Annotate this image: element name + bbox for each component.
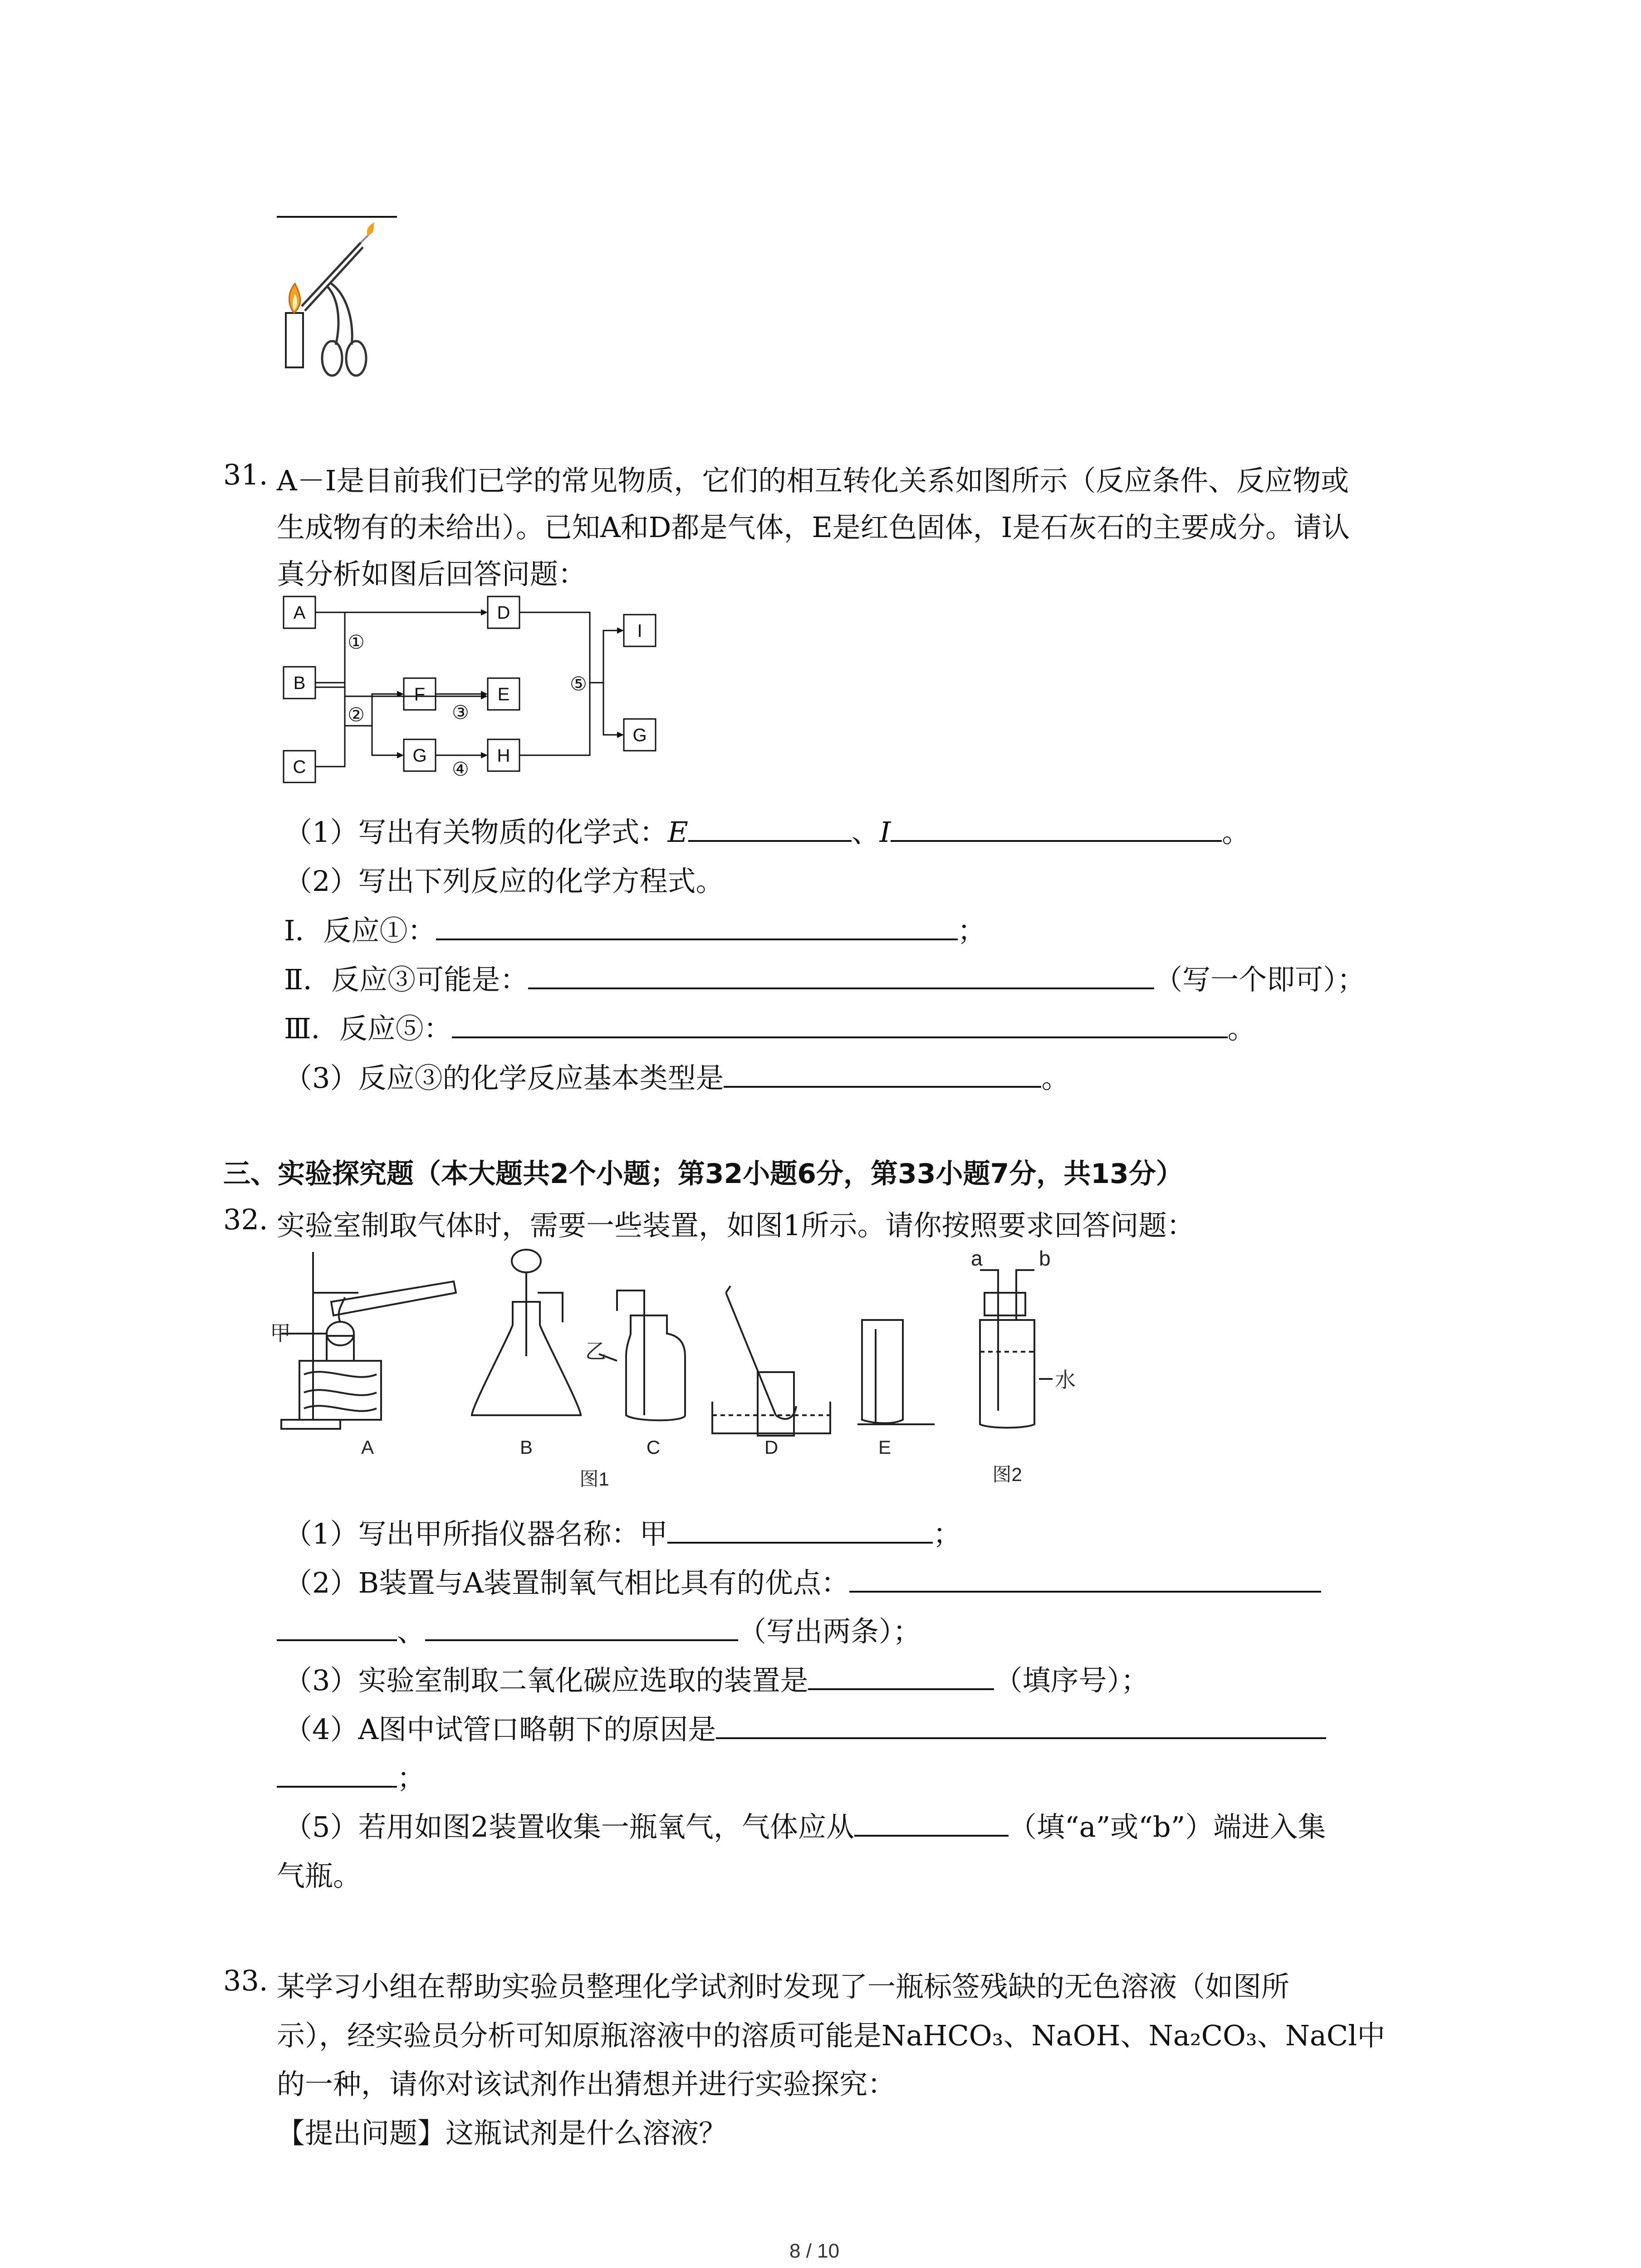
node-label: B bbox=[293, 673, 306, 693]
q33-line3: 的一种，请你对该试剂作出猜想并进行实验探究： bbox=[277, 2068, 896, 2101]
q31-reaction1-end: ； bbox=[957, 914, 986, 947]
apparatus-label-d: D bbox=[764, 1437, 779, 1458]
fig2-caption: 图2 bbox=[992, 1464, 1022, 1485]
q32-part4-prompt: （4）A图中试管口略朝下的原因是 bbox=[284, 1713, 716, 1746]
section3-title: 三、实验探究题（本大题共2个小题；第32小题6分，第33小题7分，共13分） bbox=[223, 1158, 1183, 1190]
q32-part4-end: ； bbox=[397, 1761, 426, 1794]
q32-part2-prompt: （2）B装置与A装置制氧气相比具有的优点： bbox=[284, 1566, 849, 1599]
q32-part4 bbox=[284, 1707, 1326, 1747]
answer-blank-jia[interactable] bbox=[667, 1515, 933, 1544]
marker-2: ② bbox=[348, 704, 365, 725]
answer-blank-inlet[interactable] bbox=[854, 1808, 1009, 1837]
q31-intro-line2: 生成物有的未给出）。已知A和D都是气体，E是红色固体，I是石灰石的主要成分。请认 bbox=[277, 511, 1350, 544]
q33-line1: 某学习小组在帮助实验员整理化学试剂时发现了一瓶标签残缺的无色溶液（如图所 bbox=[277, 1970, 1290, 2003]
answer-blank-e[interactable] bbox=[688, 813, 852, 842]
q32-number: 32. bbox=[223, 1203, 268, 1236]
q31-reaction3-label: Ⅱ．反应③可能是： bbox=[284, 963, 529, 996]
label-water: 水 bbox=[1055, 1368, 1076, 1392]
q31-reaction3 bbox=[284, 957, 1365, 997]
answer-blank-reaction-type[interactable] bbox=[724, 1059, 1041, 1088]
node-label: C bbox=[293, 757, 306, 777]
label-jia: 甲 bbox=[270, 1321, 291, 1345]
label-yi: 乙 bbox=[585, 1339, 606, 1363]
q32-part2-end: （写出两条）； bbox=[738, 1615, 921, 1648]
q32-part5 bbox=[284, 1804, 1326, 1845]
q31-number: 31. bbox=[223, 458, 268, 491]
node-label: F bbox=[414, 684, 426, 704]
q31-intro-line3: 真分析如图后回答问题： bbox=[277, 557, 587, 591]
apparatus-d bbox=[712, 1286, 830, 1436]
node-label: D bbox=[497, 603, 510, 623]
q33-line4: 【提出问题】这瓶试剂是什么溶液？ bbox=[277, 2116, 727, 2150]
answer-line-top bbox=[277, 216, 397, 218]
q31-part1 bbox=[284, 810, 1250, 850]
q32-apparatus-figure bbox=[272, 1243, 1102, 1497]
q31-reaction1 bbox=[284, 908, 986, 948]
answer-blank-reaction5[interactable] bbox=[452, 1009, 1228, 1038]
q32-part2-cont bbox=[277, 1609, 921, 1649]
marker-4: ④ bbox=[452, 758, 469, 780]
q31-part1-e-label: E bbox=[667, 816, 688, 849]
q31-reaction5-end: 。 bbox=[1227, 1012, 1256, 1045]
q32-intro: 实验室制取气体时，需要一些装置，如图1所示。请你按照要求回答问题： bbox=[277, 1209, 1195, 1242]
tongs-burning-illustration bbox=[277, 222, 408, 404]
apparatus-label-b: B bbox=[519, 1437, 533, 1458]
label-b: b bbox=[1039, 1246, 1051, 1270]
apparatus-label-a: A bbox=[361, 1437, 374, 1458]
marker-3: ③ bbox=[452, 702, 469, 723]
apparatus-e bbox=[857, 1320, 935, 1424]
answer-blank-advantage2[interactable] bbox=[425, 1612, 738, 1641]
page-number: 8 / 10 bbox=[789, 2240, 840, 2262]
answer-blank-i[interactable] bbox=[891, 813, 1222, 842]
q31-intro-line1: A－I是目前我们已学的常见物质，它们的相互转化关系如图所示（反应条件、反应物或 bbox=[277, 464, 1349, 497]
apparatus-fig2 bbox=[980, 1270, 1053, 1428]
q31-part3-end: 。 bbox=[1041, 1061, 1070, 1095]
answer-blank-reaction1[interactable] bbox=[436, 911, 958, 940]
q31-part1-i-label: I bbox=[879, 816, 891, 849]
q31-part3 bbox=[284, 1056, 1069, 1096]
q32-part1 bbox=[284, 1511, 961, 1552]
label-a: a bbox=[971, 1246, 983, 1270]
node-label: H bbox=[497, 746, 510, 766]
q31-part1-end: 。 bbox=[1222, 816, 1250, 849]
fig1-caption: 图1 bbox=[579, 1468, 609, 1490]
q32-part1-prompt: （1）写出甲所指仪器名称：甲 bbox=[284, 1517, 668, 1550]
q31-reaction5-label: Ⅲ．反应⑤： bbox=[284, 1012, 452, 1045]
q32-part3-end: （填序号）； bbox=[994, 1664, 1149, 1697]
node-label: A bbox=[293, 603, 306, 623]
q31-part1-sep: 、 bbox=[851, 816, 880, 849]
apparatus-label-e: E bbox=[878, 1437, 892, 1458]
q31-reaction3-end: （写一个即可）； bbox=[1154, 963, 1366, 996]
marker-5: ⑤ bbox=[570, 673, 587, 694]
apparatus-a bbox=[281, 1252, 456, 1429]
answer-blank-tube-reason-cont[interactable] bbox=[277, 1759, 397, 1788]
q33-line2: 示），经实验员分析可知原瓶溶液中的溶质可能是NaHCO₃、NaOH、Na₂CO₃、NaCl中 bbox=[277, 2019, 1386, 2052]
apparatus-c bbox=[599, 1290, 685, 1420]
q32-part2 bbox=[284, 1560, 1321, 1601]
node-label: G bbox=[632, 725, 647, 745]
node-label: G bbox=[412, 746, 427, 766]
q32-part5-end: （填“a”或“b”）端进入集 bbox=[1008, 1810, 1326, 1843]
answer-blank-reaction3[interactable] bbox=[528, 960, 1154, 989]
node-label: E bbox=[497, 684, 510, 704]
answer-blank-tube-reason[interactable] bbox=[716, 1710, 1326, 1739]
q32-part2-sep: 、 bbox=[397, 1615, 426, 1648]
q31-reaction1-label: Ⅰ．反应①： bbox=[284, 914, 436, 947]
q32-part5-prompt: （5）若用如图2装置收集一瓶氧气，气体应从 bbox=[284, 1810, 854, 1843]
q31-part2: （2）写出下列反应的化学方程式。 bbox=[284, 865, 724, 898]
node-label: I bbox=[637, 621, 642, 641]
q32-part3 bbox=[284, 1658, 1149, 1698]
q32-part4-cont bbox=[277, 1755, 425, 1796]
answer-blank-advantage1-cont[interactable] bbox=[277, 1612, 397, 1641]
q33-number: 33. bbox=[223, 1964, 268, 1997]
q31-part3-prompt: （3）反应③的化学反应基本类型是 bbox=[284, 1061, 724, 1095]
q32-part3-prompt: （3）实验室制取二氧化碳应选取的装置是 bbox=[284, 1664, 808, 1697]
marker-1: ① bbox=[348, 631, 365, 653]
answer-blank-co2-apparatus[interactable] bbox=[808, 1661, 994, 1690]
q31-part1-prompt: （1）写出有关物质的化学式： bbox=[284, 816, 668, 849]
apparatus-b bbox=[472, 1250, 581, 1415]
apparatus-label-c: C bbox=[646, 1437, 661, 1458]
q31-transformation-diagram bbox=[277, 590, 676, 794]
q32-part5-line2: 气瓶。 bbox=[277, 1859, 362, 1892]
q32-part1-end: ； bbox=[933, 1517, 961, 1550]
q31-reaction5 bbox=[284, 1006, 1256, 1046]
answer-blank-advantage1[interactable] bbox=[849, 1564, 1321, 1593]
